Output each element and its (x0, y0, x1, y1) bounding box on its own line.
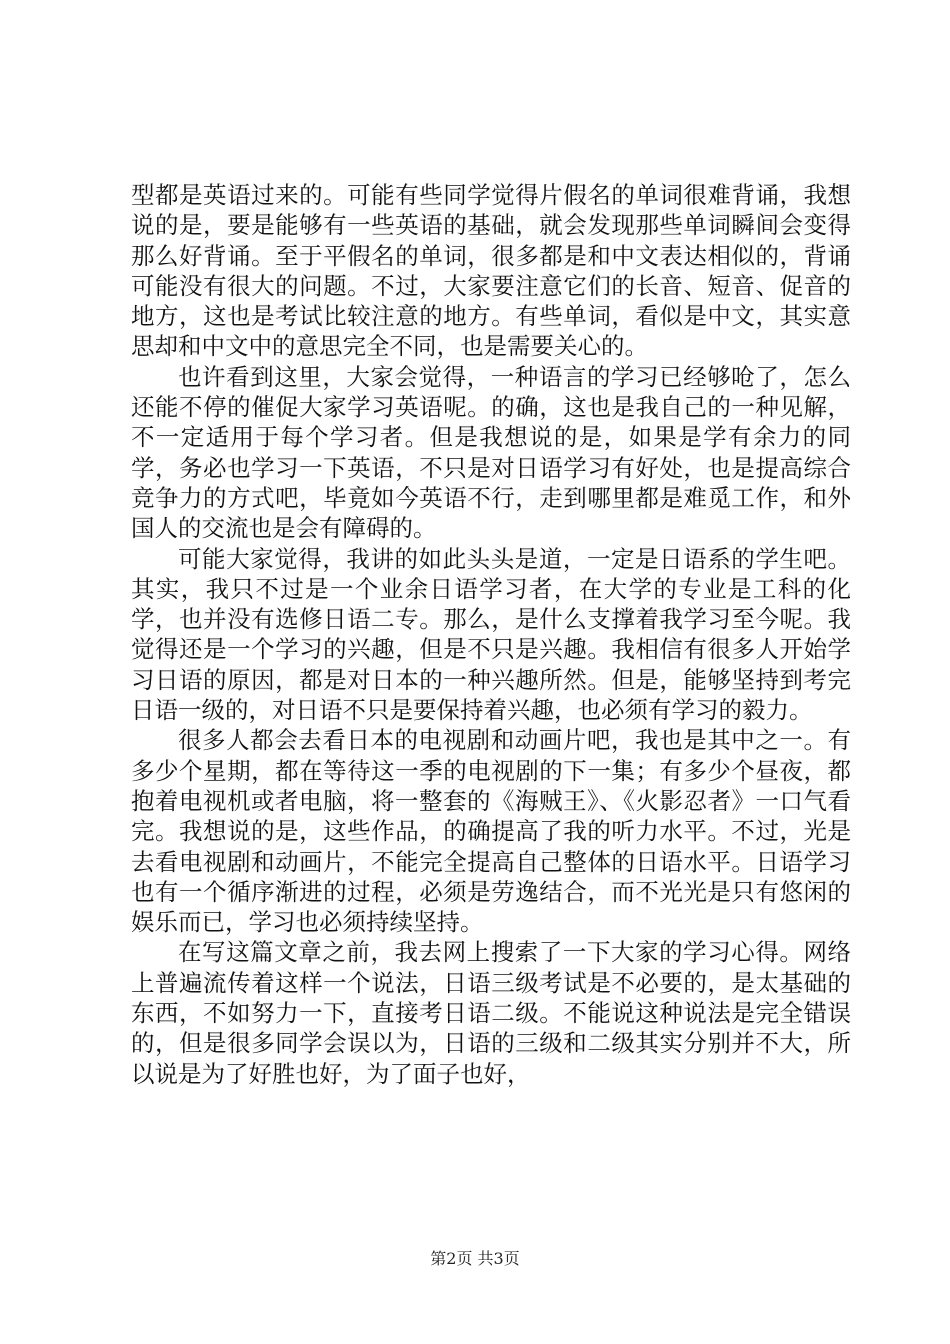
page-footer: 第2页 共3页 (430, 1249, 520, 1268)
paragraph-3: 可能大家觉得，我讲的如此头头是道，一定是日语系的学生吧。其实，我只不过是一个业余日语学习者，在大学的专业是工科的化学，也并没有选修日语二专。那么，是什么支撑着我学习至今呢。我觉得还是一个学习的兴趣，但是不只是兴趣。我相信有很多人开始学习日语的原因，都是对日本的一种兴趣所然。但是，能够坚持到考完日语一级的，对日语不只是要保持着兴趣，也必须有学习的毅力。 (131, 544, 851, 725)
document-body (131, 180, 851, 1089)
paragraph-5: 在写这篇文章之前，我去网上搜索了一下大家的学习心得。网络上普遍流传着这样一个说法，日语三级考试是不必要的，是太基础的东西，不如努力一下，直接考日语二级。不能说这种说法是完全错误的，但是很多同学会误以为，日语的三级和二级其实分别并不大，所以说是为了好胜也好，为了面子也好， (131, 938, 851, 1088)
paragraph-4: 很多人都会去看日本的电视剧和动画片吧，我也是其中之一。有多少个星期，都在等待这一季的电视剧的下一集；有多少个昼夜，都抱着电视机或者电脑，将一整套的《海贼王》、《火影忍者》一口气看完。我想说的是，这些作品，的确提高了我的听力水平。不过，光是去看电视剧和动画片，不能完全提高自己整体的日语水平。日语学习也有一个循序渐进的过程，必须是劳逸结合，而不光光是只有悠闲的娱乐而已，学习也必须持续坚持。 (131, 726, 851, 937)
paragraph-2: 也许看到这里，大家会觉得，一种语言的学习已经够呛了，怎么还能不停的催促大家学习英语呢。的确，这也是我自己的一种见解，不一定适用于每个学习者。但是我想说的是，如果是学有余力的同学，务必也学习一下英语，不只是对日语学习有好处，也是提高综合竞争力的方式吧，毕竟如今英语不行，走到哪里都是难觅工作，和外国人的交流也是会有障碍的。 (131, 362, 851, 543)
paragraph-1: 型都是英语过来的。可能有些同学觉得片假名的单词很难背诵，我想说的是，要是能够有一些英语的基础，就会发现那些单词瞬间会变得那么好背诵。至于平假名的单词，很多都是和中文表达相似的，背诵可能没有很大的问题。不过，大家要注意它们的长音、短音、促音的地方，这也是考试比较注意的地方。有些单词，看似是中文，其实意思却和中文中的意思完全不同，也是需要关心的。 (131, 181, 851, 361)
